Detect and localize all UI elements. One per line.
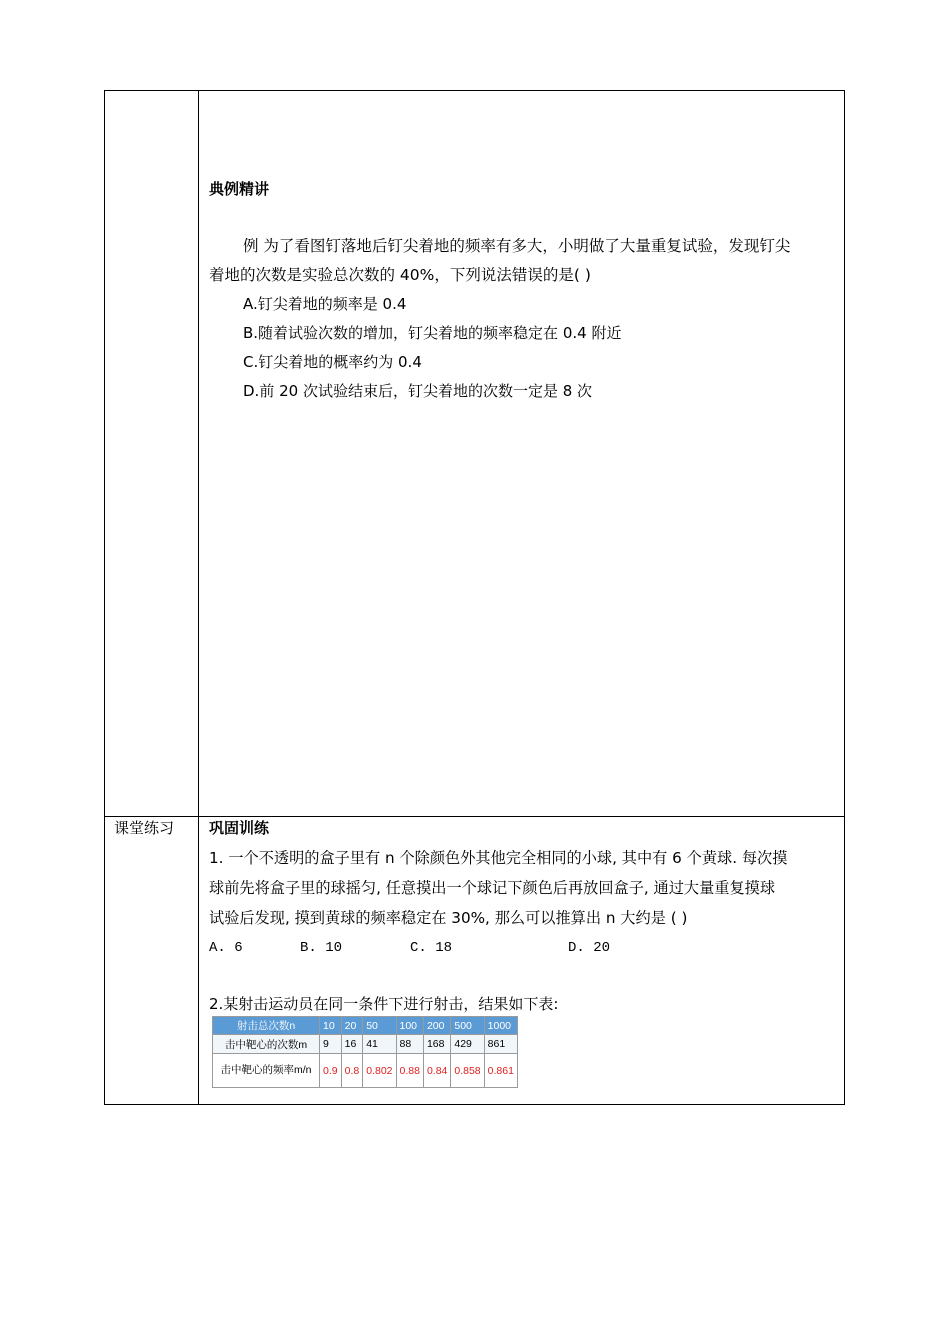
example-question-line2: 着地的次数是实验总次数的 40%，下列说法错误的是( )	[209, 266, 591, 284]
table-cell: 16	[341, 1035, 363, 1054]
table-cell: 88	[396, 1035, 423, 1054]
example-question-line1: 例 为了看图钉落地后钉尖着地的频率有多大，小明做了大量重复试验，发现钉尖	[243, 237, 791, 255]
q2-text: 2.某射击运动员在同一条件下进行射击，结果如下表:	[209, 995, 559, 1013]
table-cell: 0.88	[396, 1054, 423, 1088]
table-row	[213, 1017, 518, 1035]
example-option-a: A.钉尖着地的频率是 0.4	[243, 295, 407, 313]
row-label-practice: 课堂练习	[114, 819, 175, 837]
table-cell: 50	[363, 1017, 396, 1035]
table-cell: 1000	[484, 1017, 517, 1035]
table-cell: 200	[423, 1017, 450, 1035]
q1-line3: 试验后发现, 摸到黄球的频率稳定在 30%, 那么可以推算出 n 大约是 ( )	[209, 909, 688, 927]
table-cell: 500	[451, 1017, 484, 1035]
row-divider	[104, 816, 845, 817]
table-cell: 9	[320, 1035, 342, 1054]
table-cell: 429	[451, 1035, 484, 1054]
table-cell: 168	[423, 1035, 450, 1054]
q1-option-c: C. 18	[410, 940, 453, 956]
practice-heading: 巩固训练	[209, 819, 270, 837]
example-heading: 典例精讲	[209, 180, 270, 198]
shooting-results-table	[212, 1016, 518, 1088]
table-cell: 100	[396, 1017, 423, 1035]
column-divider	[198, 90, 199, 1105]
table-cell: 41	[363, 1035, 396, 1054]
table-cell: 0.84	[423, 1054, 450, 1088]
q1-option-d: D. 20	[568, 940, 611, 956]
table-cell: 861	[484, 1035, 517, 1054]
table-cell: 0.858	[451, 1054, 484, 1088]
q1-line1: 1. 一个不透明的盒子里有 n 个除颜色外其他完全相同的小球, 其中有 6 个黄球. 每次摸	[209, 849, 788, 867]
table-cell: 0.861	[484, 1054, 517, 1088]
table-cell: 0.8	[341, 1054, 363, 1088]
table-row	[213, 1035, 518, 1054]
table-cell: 0.802	[363, 1054, 396, 1088]
q1-option-b: B. 10	[300, 940, 343, 956]
table-cell-label: 击中靶心的次数m	[213, 1035, 320, 1054]
table-cell-label: 击中靶心的频率m/n	[213, 1054, 320, 1088]
table-row	[213, 1054, 518, 1088]
q1-line2: 球前先将盒子里的球摇匀, 任意摸出一个球记下颜色后再放回盒子, 通过大量重复摸球	[209, 879, 776, 897]
example-option-d: D.前 20 次试验结束后，钉尖着地的次数一定是 8 次	[243, 382, 593, 400]
table-cell: 20	[341, 1017, 363, 1035]
table-cell: 10	[320, 1017, 342, 1035]
table-cell-label: 射击总次数n	[213, 1017, 320, 1035]
table-cell: 0.9	[320, 1054, 342, 1088]
example-option-c: C.钉尖着地的概率约为 0.4	[243, 353, 422, 371]
q1-option-a: A. 6	[209, 940, 243, 956]
example-option-b: B.随着试验次数的增加，钉尖着地的频率稳定在 0.4 附近	[243, 324, 622, 342]
